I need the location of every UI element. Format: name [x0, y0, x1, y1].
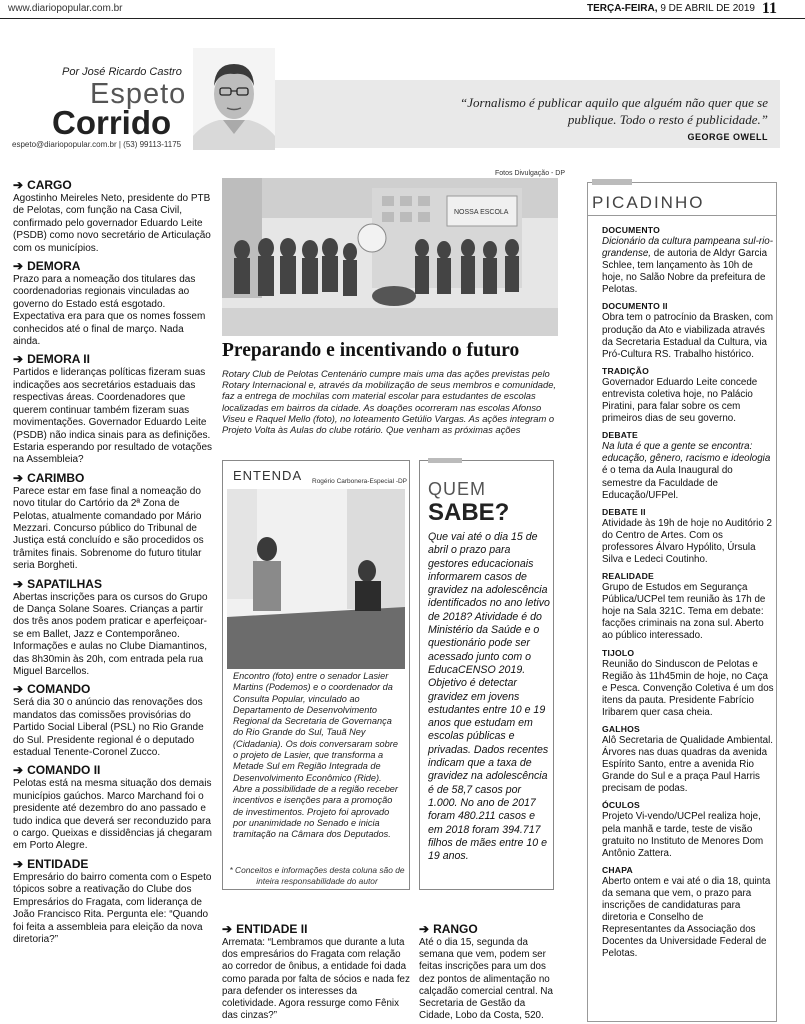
column-contact: espeto@diariopopular.com.br | (53) 99113-1175 [12, 140, 182, 149]
entenda-label: ENTENDA [233, 468, 303, 483]
picadinho-item-title: TIJOLO [602, 647, 635, 658]
quote-text: “Jornalismo é publicar aquilo que alguém não quer que se publique. Todo o resto é publicidade.” [460, 95, 768, 127]
entenda-caption: Encontro (foto) entre o senador Lasier Martins (Podemos) e o coordenador da Consulta Popular, vinculado ao Departamento de Desenvolvimento Regional da Secretaria de Governança do Rio Grande do Sul, Tauã Ney (Cidadania). Os dois conversaram sobre o projeto de Lasier, que transforma a Metade Sul em Região Integrada de Desenvolvimento Econômico (Ride). Abre a possibilidade de a região receber incentivos e isenções para a promoção de investimentos. Projeto foi aprovado por unanimidade no Senado e inicia tramitação na Câmara dos Deputados. [233, 671, 398, 840]
note-title-text: SAPATILHAS [27, 576, 102, 591]
picadinho-item [602, 724, 774, 795]
picadinho-title: PICADINHO [592, 193, 705, 212]
arrow-right-icon: ➔ [13, 352, 24, 367]
quem-sabe-title-line1: QUEM [428, 479, 486, 499]
meeting-photo [227, 489, 405, 669]
picadinho-item-title: DEBATE [602, 430, 638, 441]
picadinho-item [602, 366, 774, 425]
note-text: Agostinho Meireles Neto, presidente do PTB de Pelotas, com função na Casa Civil, confirmado pelo governador Eduardo Leite (PSDB) como novo secretário de Articulação com os municípios. [13, 193, 211, 254]
quem-sabe-box [419, 460, 554, 890]
note-text: Partidos e lideranças políticas fizeram suas indicações aos secretários estaduais das respectivas áreas. Coordenadores que querem continuar também fizeram suas movimentações. Governador Eduardo Leite (PSDB) não indica sinais para as definições. Estaria esperando por resultado de votações na Assembleia? [13, 367, 213, 466]
note-text: Empresário do bairro comenta com o Espeto tópicos sobre a reativação do Clube dos Empresários do Fragata, com liderança de João Francisco Rita. Pergunta ele: “Quando foi feita a assembleia para eleição da nova diretoria?” [13, 871, 212, 945]
picadinho-item-text [602, 582, 774, 642]
note-text: Arremata: “Lembramos que durante a luta dos empresários do Fragata com relação ao corredor de ônibus, a entidade foi dada como parada por falta de sócios e nada fez para defender os interesses da coletividade. Agora ressurge como Fênix das cinzas?” [222, 937, 410, 1022]
note-title [419, 922, 559, 937]
note-text: Será dia 30 o anúncio das renovações dos mandatos das comissões provisórias do Partido Social Liberal (PSL) no Rio Grande do Sul. Presidente regional é o deputado estadual Tenente-Coronel Zucco. [13, 697, 204, 759]
left-note [13, 682, 213, 759]
picadinho-item-emphasis: Na luta é que a gente se encontra: educação, gênero, racismo e ideologia [602, 441, 771, 465]
picadinho-item-title: DOCUMENTO [602, 225, 660, 235]
note-text: Prazo para a nomeação dos titulares das coordenadorias regionais vinculadas ao governo do Estado está esgotado. Expectativa era para que os nomes fossem conhecidos até o final de março. Nada ainda. [13, 274, 206, 348]
author-portrait [193, 48, 275, 150]
picadinho-item-text [602, 735, 774, 795]
note-text: Parece estar em fase final a nomeação do novo titular do Cartório da 2ª Zona de Pelotas, atualmente comandado por Mário Mezzari. Concurso público do Tribunal de Justiça está concluído e são procedidos os trâmites finais. Sobrenome do futuro titular seria Borgheti. [13, 485, 204, 572]
picadinho-item-body: é o tema da Aula Inaugural do semestre da Faculdade de Educação/UFPel. [602, 465, 733, 501]
note-title-text: ENTIDADE [27, 856, 89, 871]
arrow-right-icon: ➔ [13, 682, 24, 697]
note-title-text: COMANDO [27, 682, 91, 697]
site-url[interactable]: www.diariopopular.com.br [8, 3, 123, 14]
note-text: Abertas inscrições para os cursos do Grupo de Dança Solane Soares. Crianças a partir dos três anos podem praticar e aperfeiçoar-se em Ballet, Jazz e Contemporâneo. Informações e aulas no Clube Diamantinos, das 8h30min às 20h, com entrada pela rua Miguel Barcellos. [13, 591, 208, 677]
picadinho-item-title: DOCUMENTO II [602, 301, 668, 312]
picadinho-item-text [602, 441, 774, 501]
picadinho-item-text [602, 659, 774, 719]
column-byline: Por José Ricardo Castro [62, 66, 182, 78]
date: 9 DE ABRIL DE 2019 [660, 3, 755, 14]
note-title [13, 352, 213, 367]
picadinho-item-body: Alô Secretaria de Qualidade Ambiental. Árvores nas duas quadras da avenida Espírito Santo, entre a avenida Rio Grande do Sul e a praça Paul Harris precisam de podas. [602, 735, 774, 795]
picadinho-item-body: de autoria de Aldyr Garcia Schlee, tem lançamento às 10h de hoje, no Salão Nobre da prefeitura de Pelotas. [602, 248, 768, 296]
picadinho-item [602, 430, 774, 501]
note-title [13, 259, 213, 274]
rotary-group-photo [222, 178, 558, 336]
picadinho-item-body: Obra tem o patrocínio da Brasken, com produção da Ato e viabilizada através da Secretaria Estadual da Cultura, via Pró-Cultura RS. Trabalho histórico. [602, 312, 773, 360]
picadinho-item-title: CHAPA [602, 864, 633, 875]
picadinho-item-body: Projeto Vi-vendo/UCPel realiza hoje, pela manhã e tarde, teste de visão gratuito no Instituto de Menores Dom Antônio Zattera. [602, 811, 764, 859]
picadinho-box [587, 182, 777, 1022]
story-caption: Rotary Club de Pelotas Centenário cumpre mais uma das ações previstas pelo Rotary Internacional e, através da mobilização de seus membros e comunidade, faz a entrega de mochilas com material escolar para estudantes de escolas localizadas em bairros da cidade. As doações ocorreram nas escolas Afonso Viseu e Raquel Mello (foto), no loteamento Getúlio Vargas. As ações integram o Projeto Volta às Aulas do clube rotário. Que venham as próximas ações [222, 368, 557, 436]
note-title [13, 682, 213, 697]
picadinho-item-body: Governador Eduardo Leite concede entrevista coletiva hoje, no Palácio Piratini, para falar sobre os cem primeiros dias de seu governo. [602, 376, 758, 425]
note-title-text: CARGO [27, 178, 72, 192]
note-title [13, 763, 213, 778]
arrow-right-icon: ➔ [13, 576, 24, 591]
picadinho-item-title: DEBATE II [602, 506, 646, 517]
arrow-right-icon: ➔ [13, 856, 24, 871]
note-title-text: DEMORA II [27, 352, 90, 367]
photo-credit: Fotos Divulgação - DP [495, 170, 566, 177]
picadinho-item [602, 225, 774, 296]
picadinho-item-text [602, 876, 774, 961]
box-tab [428, 458, 462, 463]
arrow-right-icon: ➔ [13, 259, 24, 274]
entenda-photo-credit: Rogério Carbonera-Especial -DP [312, 478, 408, 485]
weekday: TERÇA-FEIRA, [586, 3, 658, 14]
picadinho-item [602, 571, 774, 642]
picadinho-item-text [602, 811, 774, 859]
picadinho-item-text [602, 377, 774, 425]
note-title-text: ENTIDADE II [236, 922, 308, 936]
picadinho-rule [588, 215, 776, 216]
picadinho-item-text [602, 236, 774, 296]
story-headline: Preparando e incentivando o futuro [222, 340, 520, 361]
page-number: 11 [761, 0, 777, 17]
arrow-right-icon: ➔ [13, 470, 24, 485]
note-title-text: COMANDO II [27, 763, 101, 778]
note-title [13, 857, 213, 872]
left-note [13, 577, 213, 679]
note-text: Até o dia 15, segunda da semana que vem, podem ser feitas inscrições para um dos dez pontos de alimentação no calçadão comercial central. Na Secretaria de Gestão da Cidade, Lobo da Costa, 520. [419, 937, 553, 1022]
note-title-text: CARIMBO [27, 470, 85, 485]
picadinho-item-emphasis: Dicionário da cultura pampeana sul-rio-grandense, [602, 236, 773, 260]
arrow-right-icon: ➔ [13, 763, 24, 778]
picadinho-item-body: Atividade às 19h de hoje no Auditório 2 do Centro de Artes. Com os professores Álvaro Hypólito, Úrsula Silva e Ledeci Coutinho. [602, 517, 772, 565]
note-title-text: RANGO [433, 922, 478, 936]
column-title-line2: Corrido [52, 104, 172, 141]
picadinho-item [602, 648, 774, 719]
picadinho-item-body: Reunião do Sinduscon de Pelotas e Região às 11h45min de hoje, no Caça e Pesca. Convenção Coletiva é um dos itens da pauta. Presidente Fabrício Iribarem quer casa cheia. [602, 658, 774, 718]
picadinho-item-body: Aberto ontem e vai até o dia 18, quinta da semana que vem, o prazo para inscrições de candidaturas para diretoria e Conselho de Representantes da Associação dos Docentes da Universidade Federal de Pelotas. [602, 875, 771, 960]
quote-box [275, 80, 780, 148]
picadinho-item-title: REALIDADE [602, 571, 654, 582]
picadinho-item-title: GALHOS [602, 724, 640, 734]
picadinho-item-title: TRADIÇÃO [602, 365, 649, 376]
picadinho-item-body: Grupo de Estudos em Segurança Pública/UCPel tem reunião às 17h de hoje na Sala 321C. Tema em debate: facções criminais na zona sul. Aberto ao público interessado. [602, 582, 766, 642]
left-notes-column [13, 178, 213, 950]
school-banner: NOSSA ESCOLA [454, 209, 509, 216]
note-title [13, 577, 213, 592]
header-rule [0, 18, 805, 19]
picadinho-item-title: ÓCULOS [602, 800, 640, 811]
note-entidade-ii [222, 922, 414, 1022]
entenda-box [222, 460, 410, 890]
left-note [13, 763, 213, 852]
left-note [13, 857, 213, 946]
dateline [587, 3, 755, 14]
box-tab [592, 179, 632, 185]
page-header [0, 0, 805, 18]
note-rango [419, 922, 559, 1022]
arrow-right-icon: ➔ [13, 178, 24, 192]
left-note [13, 259, 213, 348]
column-footnote: * Conceitos e informações desta coluna são de inteira responsabilidade do autor [229, 865, 405, 886]
left-note [13, 352, 213, 466]
picadinho-item [602, 865, 774, 961]
left-note [13, 471, 213, 573]
picadinho-items [602, 225, 774, 966]
quote-author: GEORGE OWELL [687, 132, 768, 142]
arrow-right-icon: ➔ [419, 922, 430, 936]
quem-sabe-text: Que vai até o dia 15 de abril o prazo para gestores educacionais informarem casos de gravidez na adolescência identificados no ano letivo de 2018? Atividade é do Ministério da Saúde e o questionário pode ser acessado junto com o EducaCENSO 2019. Objetivo é detectar gravidez em jovens estudantes entre 10 e 19 anos que estudam em escolas públicas e privadas. Dados recentes indicam que a taxa de gravidez na adolescência é de 58,7 casos por 1.000. No ano de 2017 foram 480.211 casos e em 2018 foram 394.717 filhos de mães entre 10 e 19 anos. [428, 531, 550, 863]
note-title-text: DEMORA [27, 259, 81, 274]
note-title [222, 922, 414, 937]
column-title-line1: Espeto [90, 78, 187, 110]
picadinho-item [602, 301, 774, 360]
note-title [13, 471, 213, 486]
picadinho-item-text [602, 518, 774, 566]
picadinho-item [602, 800, 774, 859]
note-title [13, 178, 213, 193]
note-text: Pelotas está na mesma situação dos demais municípios gaúchos. Marco Marchand foi o presidente até dezembro do ano passado e tudo indica que deverá ser reconduzido para o cargo. Queixas e dissidências já chegaram em Porto Alegre. [13, 778, 212, 852]
arrow-right-icon: ➔ [222, 922, 233, 936]
quem-sabe-title-line2: SABE? [428, 499, 510, 526]
left-note [13, 178, 213, 255]
picadinho-item [602, 507, 774, 566]
picadinho-item-text [602, 312, 774, 360]
